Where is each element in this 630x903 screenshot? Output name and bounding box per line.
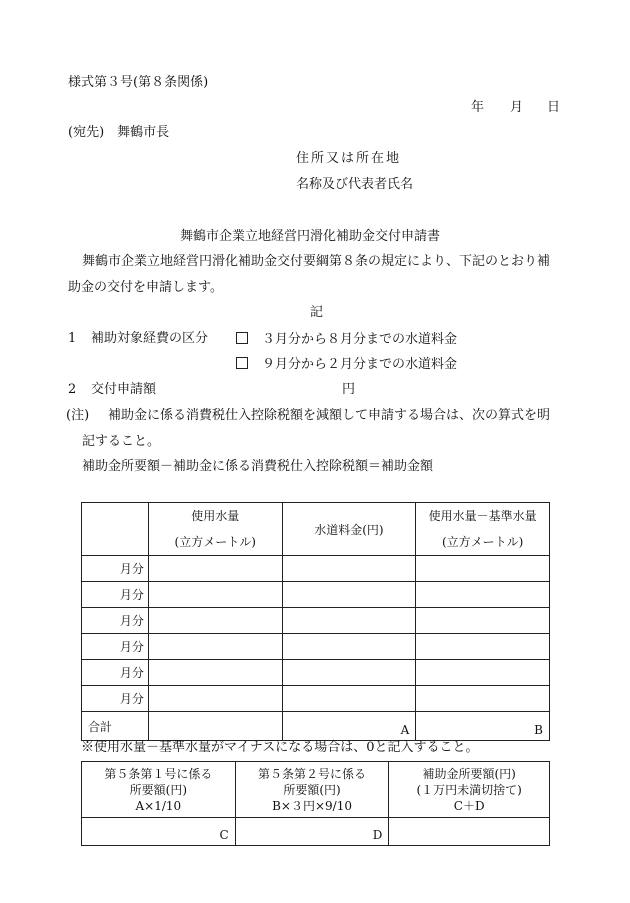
calc-cell-c[interactable]: C xyxy=(82,818,236,846)
ki-heading: 記 xyxy=(310,305,324,320)
fee-cell[interactable] xyxy=(282,582,416,608)
applicant-address-label: 住所又は所在地 xyxy=(296,151,402,166)
header-usage: 使用水量 (立方メートル) xyxy=(148,503,282,556)
excess-cell[interactable] xyxy=(416,582,550,608)
water-usage-table xyxy=(81,502,550,741)
applicant-name-label: 名称及び代表者氏名 xyxy=(296,177,414,192)
fee-cell[interactable] xyxy=(282,556,416,582)
excess-cell[interactable] xyxy=(416,660,550,686)
date-year: 年 xyxy=(471,100,485,115)
calc-values-row xyxy=(82,818,550,846)
intro-line-2: 助金の交付を申請します。 xyxy=(68,280,223,295)
total-excess-cell-b[interactable]: B xyxy=(416,712,550,741)
intro-line-1: 舞鶴市企業立地経営円滑化補助金交付要綱第８条の規定により、下記のとおり補 xyxy=(82,254,551,269)
calculation-table xyxy=(81,761,550,846)
note-line-2: 記すること。 xyxy=(82,434,161,449)
table-row xyxy=(82,582,550,608)
calc-table-header xyxy=(82,762,550,818)
header-excess: 使用水量－基準水量 (立方メートル) xyxy=(416,503,550,556)
table-row xyxy=(82,608,550,634)
table-row xyxy=(82,660,550,686)
document-title: 舞鶴市企業立地経営円滑化補助金交付申請書 xyxy=(180,229,441,244)
note-formula: 補助金所要額－補助金に係る消費税仕入控除税額＝補助金額 xyxy=(82,459,434,474)
header-fee: 水道料金(円) xyxy=(282,503,416,556)
excess-cell[interactable] xyxy=(416,556,550,582)
usage-table-header xyxy=(82,503,550,556)
intro-paragraph xyxy=(68,249,568,301)
fee-cell[interactable] xyxy=(282,660,416,686)
header-item1-amount: 第５条第１号に係る 所要額(円) A×1/10 xyxy=(82,762,236,818)
usage-cell[interactable] xyxy=(148,660,282,686)
usage-note: ※使用水量－基準水量がマイナスになる場合は、0と記入すること。 xyxy=(81,740,479,755)
usage-cell[interactable] xyxy=(148,556,282,582)
header-required-amount: 補助金所要額(円) (１万円未満切捨て) C＋D xyxy=(389,762,550,818)
table-row xyxy=(82,634,550,660)
month-label: 月分 xyxy=(82,660,149,686)
fee-cell[interactable] xyxy=(282,608,416,634)
month-label: 月分 xyxy=(82,608,149,634)
item2-label: 交付申請額 xyxy=(91,382,157,397)
header-item2-amount: 第５条第２号に係る 所要額(円) B×３円×9/10 xyxy=(235,762,389,818)
note-line-1: 補助金に係る消費税仕入控除税額を減額して申請する場合は、次の算式を明 xyxy=(108,408,551,423)
note-mark: (注) xyxy=(66,408,90,423)
excess-cell[interactable] xyxy=(416,686,550,712)
item1-number: 1 xyxy=(68,331,77,346)
calc-cell-total[interactable] xyxy=(389,818,550,846)
month-label: 月分 xyxy=(82,686,149,712)
calc-cell-d[interactable]: D xyxy=(235,818,389,846)
date-month: 月 xyxy=(510,100,524,115)
usage-cell[interactable] xyxy=(148,686,282,712)
item1-option-1[interactable]: ３月分から８月分までの水道料金 xyxy=(236,332,457,346)
total-label: 合計 xyxy=(82,712,149,741)
checkbox-icon[interactable] xyxy=(236,357,248,369)
usage-cell[interactable] xyxy=(148,634,282,660)
table-row xyxy=(82,686,550,712)
month-label: 月分 xyxy=(82,582,149,608)
date-day: 日 xyxy=(547,100,561,115)
item1-label: 補助対象経費の区分 xyxy=(91,331,209,346)
excess-cell[interactable] xyxy=(416,634,550,660)
total-row xyxy=(82,712,550,741)
item2-unit: 円 xyxy=(342,382,356,397)
addressee: (宛先) 舞鶴市長 xyxy=(68,125,170,140)
table-row xyxy=(82,556,550,582)
checkbox-icon[interactable] xyxy=(236,332,248,344)
usage-cell[interactable] xyxy=(148,608,282,634)
usage-cell[interactable] xyxy=(148,582,282,608)
total-usage-cell[interactable] xyxy=(148,712,282,741)
item1-option-2[interactable]: ９月分から２月分までの水道料金 xyxy=(236,357,457,371)
item2-number: 2 xyxy=(68,382,77,397)
header-blank xyxy=(82,503,149,556)
month-label: 月分 xyxy=(82,634,149,660)
form-number: 様式第３号(第８条関係) xyxy=(68,75,209,90)
total-fee-cell-a[interactable]: A xyxy=(282,712,416,741)
excess-cell[interactable] xyxy=(416,608,550,634)
month-label: 月分 xyxy=(82,556,149,582)
fee-cell[interactable] xyxy=(282,686,416,712)
fee-cell[interactable] xyxy=(282,634,416,660)
